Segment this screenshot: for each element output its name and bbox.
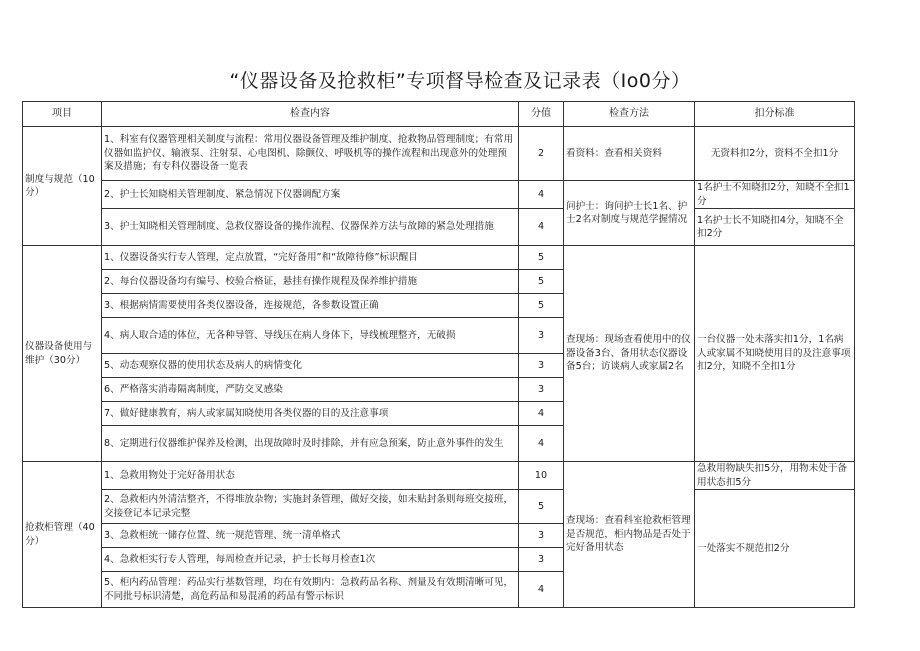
content-cell: 2、护士长知晓相关管理制度、紧急情况下仪器调配方案 xyxy=(102,181,519,209)
content-cell: 5、动态观察仪器的使用状态及病人的病情变化 xyxy=(102,354,519,378)
score-cell: 3 xyxy=(519,318,564,354)
score-cell: 4 xyxy=(519,181,564,209)
table-row xyxy=(23,462,855,490)
table-row xyxy=(23,209,855,246)
content-cell: 8、定期进行仪器维护保养及检测，出现故障时及时排除，并有应急预案，防止意外事件的发生 xyxy=(102,426,519,462)
deduction-cell: 急救用物缺失扣5分，用物未处于备用状态扣5分 xyxy=(695,462,855,490)
score-cell: 10 xyxy=(519,462,564,490)
deduction-cell: 1名护士不知晓扣2分，知晓不全扣1分 xyxy=(695,181,855,209)
inspection-table xyxy=(22,101,855,608)
score-cell: 2 xyxy=(519,127,564,181)
table-row xyxy=(23,246,855,270)
content-cell: 1、仪器设备实行专人管理，定点放置，“完好备用”和“故障待修”标识醒目 xyxy=(102,246,519,270)
content-cell: 2、急救柜内外清洁整齐，不得堆放杂物；实施封条管理，做好交接，如未贴封条则每班交接班，交接登记本记录完整 xyxy=(102,490,519,524)
content-cell: 4、病人取合适的体位，无各种导管、导线压在病人身体下，导线梳理整齐，无破损 xyxy=(102,318,519,354)
score-cell: 5 xyxy=(519,294,564,318)
content-cell: 3、护士知晓相关管理制度、急救仪器设备的操作流程、仪器保养方法与故障的紧急处理措施 xyxy=(102,209,519,246)
score-cell: 4 xyxy=(519,426,564,462)
content-cell: 7、做好健康教育，病人或家属知晓使用各类仪器的目的及注意事项 xyxy=(102,402,519,426)
project-cell: 制度与规范（10分） xyxy=(23,127,102,246)
score-cell: 5 xyxy=(519,270,564,294)
method-cell: 看资料：查看相关资料 xyxy=(564,127,695,181)
deduction-cell: 一处落实不规范扣2分 xyxy=(695,490,855,608)
score-cell: 4 xyxy=(519,572,564,608)
content-cell: 2、每台仪器设备均有编号、校验合格证，悬挂有操作规程及保养维护措施 xyxy=(102,270,519,294)
content-cell: 4、急救柜实行专人管理，每周检查并记录，护士长每月检查1次 xyxy=(102,548,519,572)
content-cell: 1、科室有仪器管理相关制度与流程：常用仪器设备管理及维护制度、抢救物品管理制度；有常用仪器如监护仪、输液泵、注射泵、心电图机、除颤仪、呼吸机等的操作流程和出现意外的处理预案及措施；有专科仪器设备一览表 xyxy=(102,127,519,181)
score-cell: 3 xyxy=(519,378,564,402)
header-project: 项目 xyxy=(23,102,102,127)
content-cell: 6、严格落实消毒隔离制度，严防交叉感染 xyxy=(102,378,519,402)
score-cell: 3 xyxy=(519,354,564,378)
score-cell: 3 xyxy=(519,524,564,548)
method-cell: 问护士：询问护士长1名、护士2名对制度与规范学握情况 xyxy=(564,181,695,246)
content-cell: 5、柜内药品管理：药品实行基数管理，均在有效期内：急救药品名称、剂量及有效期清晰可见，不同批号标识清楚，高危药品和易混淆的药品有警示标识 xyxy=(102,572,519,608)
score-cell: 4 xyxy=(519,402,564,426)
score-cell: 5 xyxy=(519,246,564,270)
deduction-cell: 1名护士长不知晓扣4分，知晓不全扣2分 xyxy=(695,209,855,246)
score-cell: 5 xyxy=(519,490,564,524)
table-row xyxy=(23,181,855,209)
method-cell: 查现场：查看科室抢救柜管理是否规范，柜内物品是否处于完好备用状态 xyxy=(564,462,695,608)
content-cell: 3、根据病情需要使用各类仪器设备，连接规范，各参数设置正确 xyxy=(102,294,519,318)
table-row xyxy=(23,490,855,524)
table-row xyxy=(23,127,855,181)
header-deduction: 扣分标准 xyxy=(695,102,855,127)
header-content: 检查内容 xyxy=(102,102,519,127)
header-score: 分值 xyxy=(519,102,564,127)
project-cell: 抢救柜管理（40分） xyxy=(23,462,102,608)
project-cell: 仪器设备使用与维护（30分） xyxy=(23,246,102,462)
deduction-cell: 一台仪器一处未落实扣1分，1名病人或家属不知晓使用目的及注意事项扣2分，知晓不全扣1分 xyxy=(695,246,855,462)
page-title: “仪器设备及抢救柜”专项督导检查及记录表（Io0分） xyxy=(229,70,691,92)
deduction-cell: 无资料扣2分，资料不全扣1分 xyxy=(695,127,855,181)
score-cell: 3 xyxy=(519,548,564,572)
method-cell: 查现场：现场查看使用中的仪器设备3台、备用状态仪器设备5台；访谈病人或家属2名 xyxy=(564,246,695,462)
table-header-row xyxy=(23,102,855,127)
header-method: 检查方法 xyxy=(564,102,695,127)
content-cell: 3、急救柜统一储存位置、统一规范管理、统一清单格式 xyxy=(102,524,519,548)
score-cell: 4 xyxy=(519,209,564,246)
content-cell: 1、急救用物处于完好备用状态 xyxy=(102,462,519,490)
